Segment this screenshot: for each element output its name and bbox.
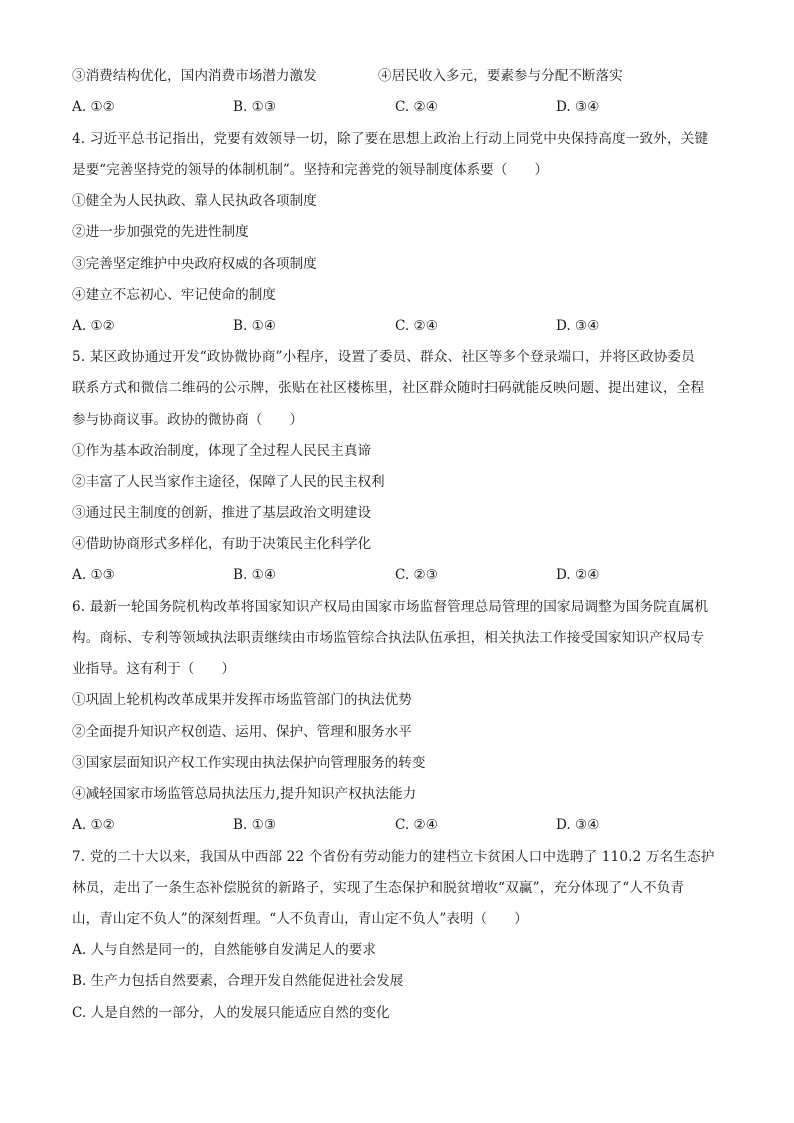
q3-option-a: A. ①② — [72, 99, 115, 115]
q3-option-d: D. ③④ — [556, 99, 600, 115]
q5-stem-line-1: 5. 某区政协通过开发“政协微协商”小程序，设置了委员、群众、社区等多个登录端口，并将区政协委员 — [72, 349, 695, 365]
q6-option-a: A. ①② — [72, 817, 115, 833]
q7-option-a: A. 人与自然是同一的，自然能够自发满足人的要求 — [72, 942, 376, 958]
q5-stem-line-2: 联系方式和微信二维码的公示牌，张贴在社区楼栋里，社区群众随时扫码就能反映问题、提出建议，全程 — [72, 380, 705, 396]
q6-option-d: D. ③④ — [556, 817, 600, 833]
q4-statement-3: ③完善坚定维护中央政府权威的各项制度 — [72, 256, 317, 272]
q5-option-b: B. ①④ — [233, 567, 277, 583]
q7-stem-line-3: 山，青山定不负人”的深刻哲理。“人不负青山，青山定不负人”表明（ ） — [72, 911, 528, 927]
q4-stem-line-2: 是要“完善坚持党的领导的体制机制”。坚持和完善党的领导制度体系要（ ） — [72, 162, 549, 178]
q4-statement-4: ④建立不忘初心、牢记使命的制度 — [72, 287, 276, 303]
q4-statement-2: ②进一步加强党的先进性制度 — [72, 224, 249, 240]
q4-statement-1: ①健全为人民执政、靠人民执政各项制度 — [72, 193, 317, 209]
q6-statement-1: ①巩固上轮机构改革成果并发挥市场监管部门的执法优势 — [72, 692, 412, 708]
q5-option-d: D. ②④ — [556, 567, 600, 583]
q7-stem-line-2: 林员，走出了一条生态补偿脱贫的新路子，实现了生态保护和脱贫增收“双赢”，充分体现了“人不负青 — [72, 880, 685, 896]
q5-option-c: C. ②③ — [395, 567, 438, 583]
q6-statement-3: ③国家层面知识产权工作实现由执法保护向管理服务的转变 — [72, 755, 426, 771]
q5-statement-2: ②丰富了人民当家作主途径，保障了人民的民主权利 — [72, 474, 385, 490]
q3-statement-4: ④居民收入多元，要素参与分配不断落实 — [378, 68, 623, 84]
q7-stem-line-1: 7. 党的二十大以来，我国从中西部 22 个省份有劳动能力的建档立卡贫困人口中选聘了 110.2 万名生态护 — [72, 849, 715, 865]
q7-option-c: C. 人是自然的一部分，人的发展只能适应自然的变化 — [72, 1005, 390, 1021]
q3-statement-3: ③消费结构优化，国内消费市场潜力激发 — [72, 68, 317, 84]
q4-option-d: D. ③④ — [556, 318, 600, 334]
q6-option-c: C. ②④ — [395, 817, 438, 833]
q4-option-c: C. ②④ — [395, 318, 438, 334]
q7-option-b: B. 生产力包括自然要素，合理开发自然能促进社会发展 — [72, 973, 404, 989]
q5-statement-4: ④借助协商形式多样化，有助于决策民主化科学化 — [72, 536, 372, 552]
q4-stem-line-1: 4. 习近平总书记指出，党要有效领导一切，除了要在思想上政治上行动上同党中央保持高度一致外，关键 — [72, 131, 709, 147]
q5-statement-1: ①作为基本政治制度，体现了全过程人民民主真谛 — [72, 443, 372, 459]
q6-statement-2: ②全面提升知识产权创造、运用、保护、管理和服务水平 — [72, 724, 412, 740]
q6-statement-4: ④减轻国家市场监管总局执法压力,提升知识产权执法能力 — [72, 786, 417, 802]
q4-option-a: A. ①② — [72, 318, 115, 334]
q6-option-b: B. ①③ — [233, 817, 277, 833]
q3-option-b: B. ①③ — [233, 99, 277, 115]
q5-stem-line-3: 参与协商议事。政协的微协商（ ） — [72, 412, 304, 428]
q5-option-a: A. ①③ — [72, 567, 115, 583]
q6-stem-line-2: 构。商标、专利等领域执法职责继续由市场监管综合执法队伍承担，相关执法工作接受国家知识产权局专 — [72, 630, 705, 646]
q5-statement-3: ③通过民主制度的创新，推进了基层政治文明建设 — [72, 505, 372, 521]
q3-option-c: C. ②④ — [395, 99, 438, 115]
q6-stem-line-1: 6. 最新一轮国务院机构改革将国家知识产权局由国家市场监督管理总局管理的国家局调整为国务院直属机 — [72, 599, 709, 615]
q6-stem-line-3: 业指导。这有利于（ ） — [72, 661, 236, 677]
q4-option-b: B. ①④ — [233, 318, 277, 334]
